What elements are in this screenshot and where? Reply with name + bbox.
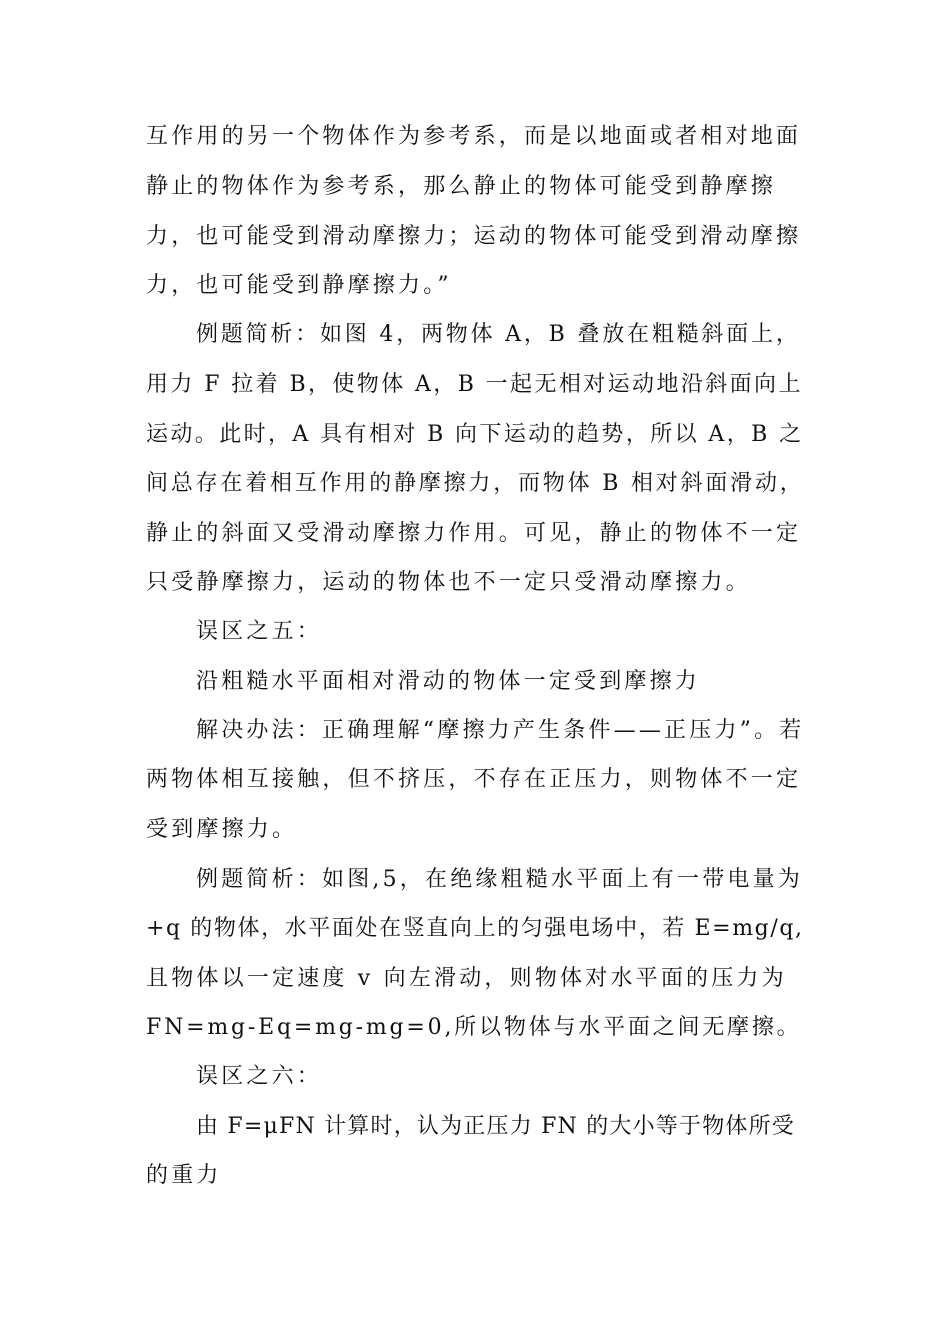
text-line: 互作用的另一个物体作为参考系，而是以地面或者相对地面 [146, 124, 802, 149]
text-line: 只受静摩擦力，运动的物体也不一定只受滑动摩擦力。 [146, 570, 751, 595]
text-line: 沿粗糙水平面相对滑动的物体一定受到摩擦力 [196, 669, 701, 694]
text-line: 间总存在着相互作用的静摩擦力，而物体 B 相对斜面滑动， [146, 471, 805, 496]
text-line: 静止的斜面又受滑动摩擦力作用。可见，静止的物体不一定 [146, 521, 802, 546]
text-line: 且物体以一定速度 v 向左滑动，则物体对水平面的压力为 [146, 966, 787, 991]
text-line: 例题简析：如图,5，在绝缘粗糙水平面上有一带电量为 [196, 867, 803, 892]
text-line: 解决办法：正确理解“摩擦力产生条件——正压力”。若 [196, 718, 805, 743]
section-heading: 误区之六： [196, 1064, 323, 1089]
text-line: 力，也可能受到滑动摩擦力；运动的物体可能受到滑动摩擦 [146, 224, 802, 249]
text-line: +q 的物体，水平面处在竖直向上的匀强电场中，若 E=mg/q, [146, 916, 804, 941]
text-line: 两物体相互接触，但不挤压，不存在正压力，则物体不一定 [146, 767, 802, 792]
text-line: 例题简析：如图 4，两物体 A，B 叠放在粗糙斜面上， [196, 322, 801, 347]
text-line: 用力 F 拉着 B，使物体 A，B 一起无相对运动地沿斜面向上 [146, 372, 803, 397]
text-line: 受到摩擦力。 [146, 817, 298, 842]
section-heading: 误区之五： [196, 619, 323, 644]
text-line: 力，也可能受到静摩擦力。” [146, 273, 452, 298]
text-line: 运动。此时，A 具有相对 B 向下运动的趋势，所以 A，B 之 [146, 422, 804, 447]
text-line: 的重力 [146, 1163, 222, 1188]
text-line: FN=mg-Eq=mg-mg=0,所以物体与水平面之间无摩擦。 [146, 1015, 802, 1040]
text-line: 静止的物体作为参考系，那么静止的物体可能受到静摩擦 [146, 174, 777, 199]
text-line: 由 F=μFN 计算时，认为正压力 FN 的大小等于物体所受 [196, 1114, 795, 1139]
